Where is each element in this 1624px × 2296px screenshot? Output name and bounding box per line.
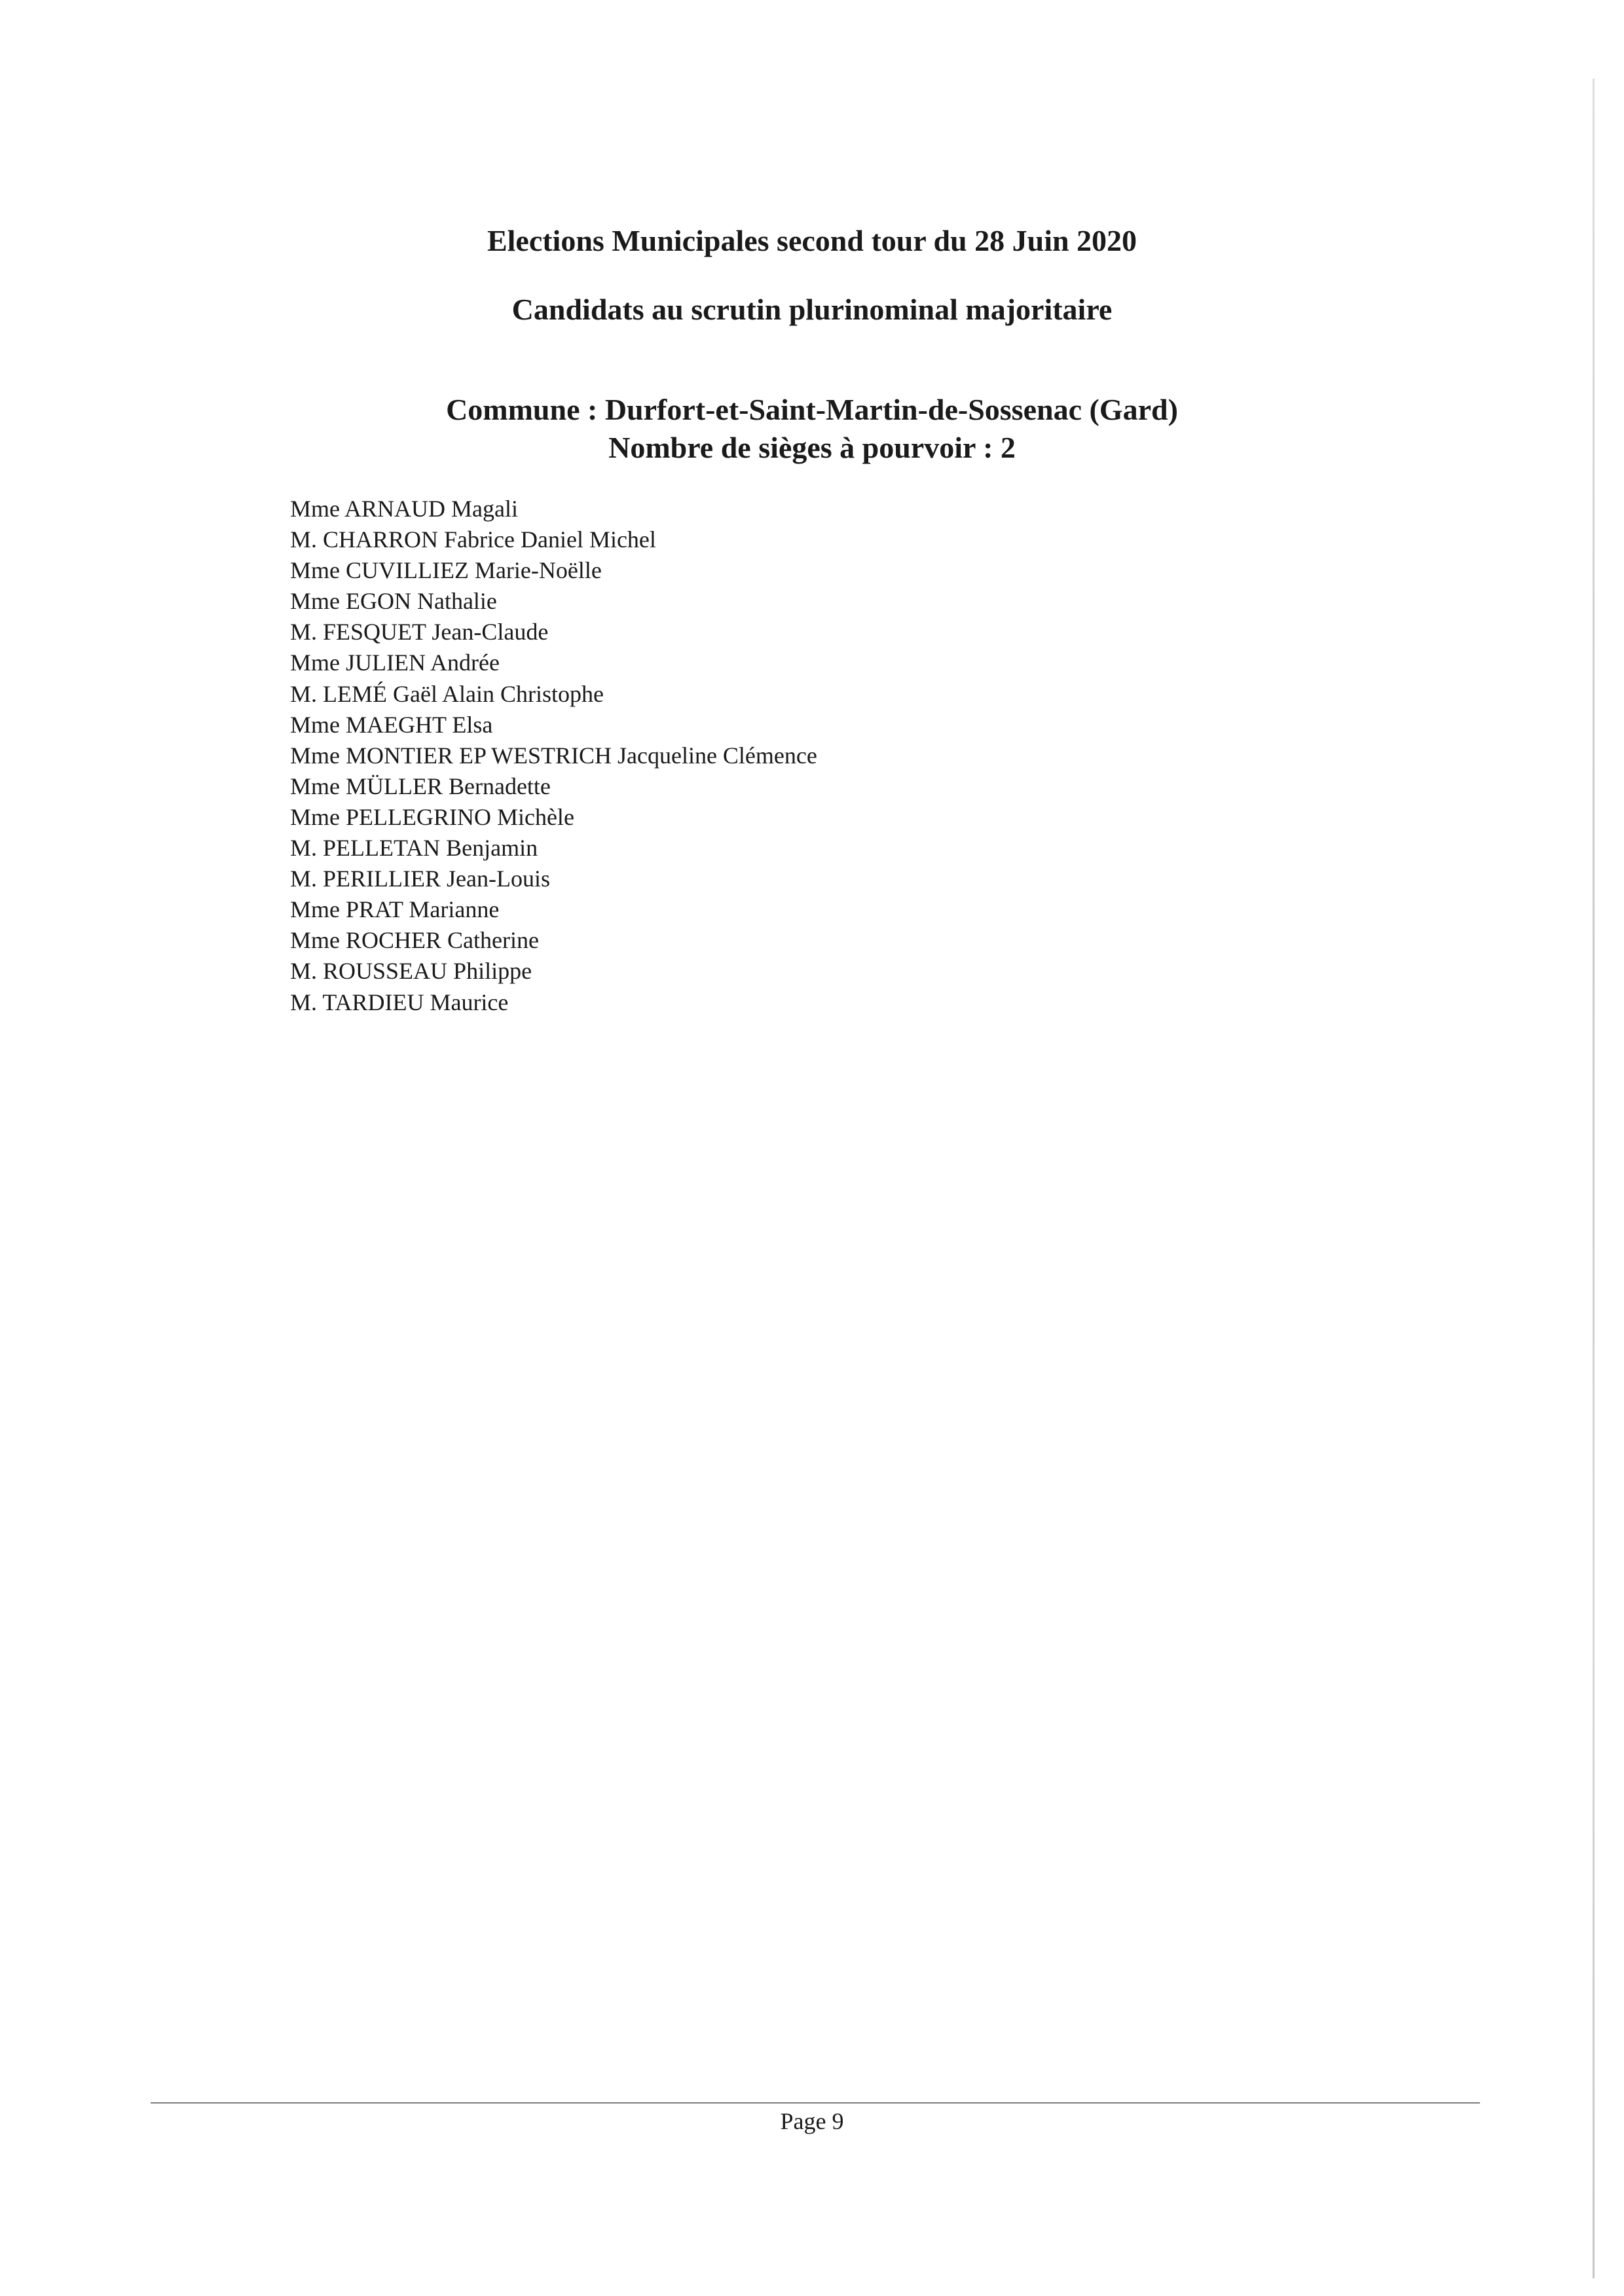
list-item: Mme MAEGHT Elsa xyxy=(290,711,493,738)
seats-heading: Nombre de sièges à pourvoir : 2 xyxy=(608,431,1016,464)
list-item: M. PERILLIER Jean-Louis xyxy=(290,866,550,892)
page-number: Page 9 xyxy=(780,2108,844,2134)
list-item: Mme MONTIER EP WESTRICH Jacqueline Clémence xyxy=(290,742,817,769)
list-item: Mme MÜLLER Bernadette xyxy=(290,773,551,799)
list-item: Mme ARNAUD Magali xyxy=(290,496,518,522)
list-item: M. CHARRON Fabrice Daniel Michel xyxy=(290,526,656,553)
document-subtitle: Candidats au scrutin plurinominal majoritaire xyxy=(511,293,1113,326)
candidate-list xyxy=(290,494,817,1018)
list-item: M. FESQUET Jean-Claude xyxy=(290,619,549,646)
list-item: Mme EGON Nathalie xyxy=(290,588,497,615)
footer-divider xyxy=(151,2102,1480,2104)
list-item: M. PELLETAN Benjamin xyxy=(290,835,538,862)
list-item: M. LEMÉ Gaël Alain Christophe xyxy=(290,680,604,707)
list-item: Mme PRAT Marianne xyxy=(290,896,500,923)
list-item: Mme PELLEGRINO Michèle xyxy=(290,803,574,830)
list-item: Mme CUVILLIEZ Marie-Noëlle xyxy=(290,557,602,584)
list-item: M. ROUSSEAU Philippe xyxy=(290,958,532,985)
commune-heading: Commune : Durfort-et-Saint-Martin-de-Sossenac (Gard) xyxy=(446,393,1178,426)
list-item: Mme JULIEN Andrée xyxy=(290,649,500,676)
document-title: Elections Municipales second tour du 28 Juin 2020 xyxy=(487,224,1137,257)
list-item: M. TARDIEU Maurice xyxy=(290,989,509,1015)
list-item: Mme ROCHER Catherine xyxy=(290,927,539,954)
